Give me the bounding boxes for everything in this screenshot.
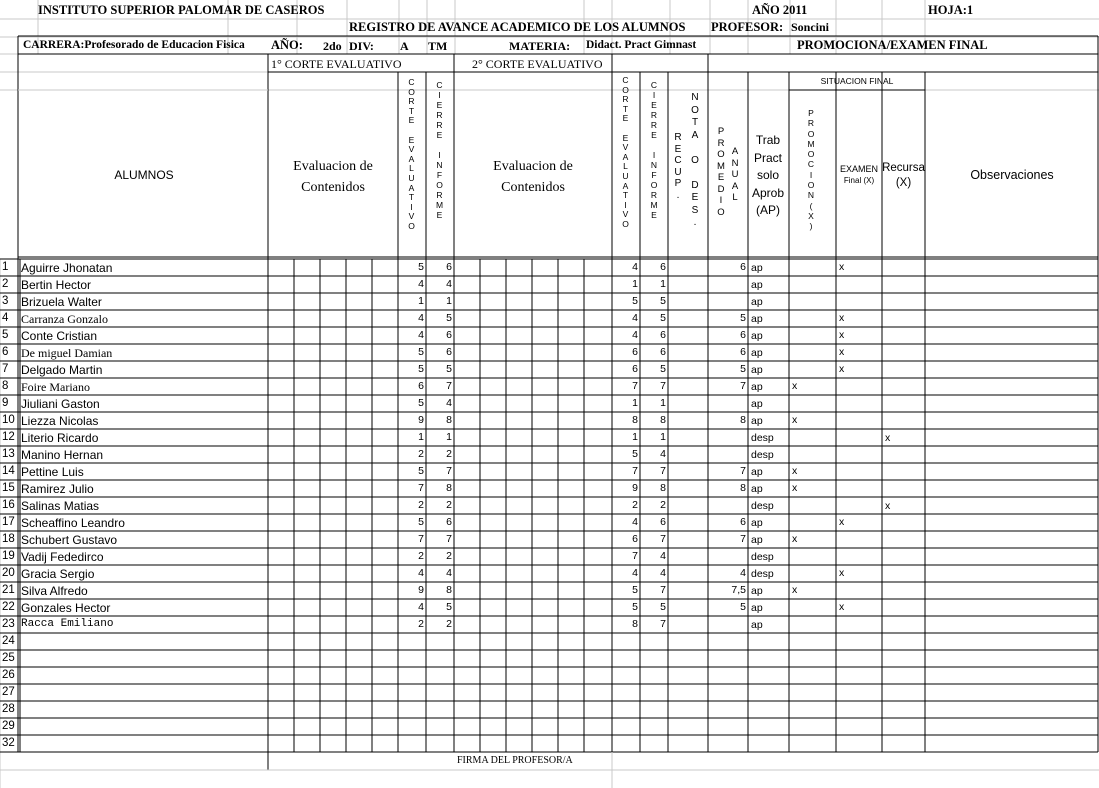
promedio-header: P R O M E D I O [717,126,725,218]
row-number: 5 [2,329,9,341]
trab-pract-status: ap [751,279,763,291]
corte1-grade: 4 [418,329,424,341]
cierre1-grade: 7 [446,533,452,545]
cierre2-grade: 1 [660,397,666,409]
promedio-anual: 8 [740,482,746,494]
student-name: De miguel Damian [21,346,113,360]
corte1-grade: 7 [418,482,424,494]
corte1-grade: 2 [418,499,424,511]
trab-pract-status: desp [751,551,774,563]
corte1-grade: 9 [418,414,424,426]
student-name: Carranza Gonzalo [21,312,108,326]
promocion-mark: x [792,465,798,477]
cierre2-grade: 4 [660,567,666,579]
cierre1-grade: 2 [446,499,452,511]
cierre2-grade: 6 [660,516,666,528]
corte2-grade: 6 [632,363,638,375]
examen-final-mark: x [839,601,845,613]
trab-pract-status: ap [751,313,763,325]
ano-label: AÑO: [271,38,303,52]
corte-evaluativo-header-2: C O R T E E V A L U A T I V O [622,75,629,229]
corte1-grade: 6 [418,380,424,392]
row-number: 13 [2,448,15,460]
recursa-header: Recursa (X) [882,162,925,189]
examen-final-header: EXAMEN Final (X) [839,164,878,185]
student-name: Bertin Hector [21,278,92,292]
row-number: 1 [2,261,9,273]
promedio-anual: 7 [740,533,746,545]
row-number: 20 [2,567,15,579]
promocion-mark: x [792,414,798,426]
cierre1-grade: 4 [446,278,452,290]
row-number: 26 [2,669,15,681]
promedio-anual: 7 [740,465,746,477]
student-name: Gonzales Hector [21,601,111,615]
corte1-grade: 1 [418,431,424,443]
student-name: Scheaffino Leandro [21,516,125,530]
student-name: Silva Alfredo [21,584,88,598]
row-number: 8 [2,380,9,392]
corte1-grade: 2 [418,448,424,460]
student-name: Ramirez Julio [21,482,94,496]
professor-label: PROFESOR: [711,20,784,34]
trab-pract-status: ap [751,415,763,427]
trab-pract-status: ap [751,381,763,393]
row-number: 19 [2,550,15,562]
cierre1-grade: 7 [446,465,452,477]
cierre2-grade: 5 [660,363,666,375]
promedio-anual: 6 [740,261,746,273]
trab-pract-header: Trab Pract solo Aprob (AP) [751,133,785,217]
cierre2-grade: 4 [660,550,666,562]
corte1-grade: 2 [418,550,424,562]
cierre2-grade: 5 [660,312,666,324]
alumnos-header: ALUMNOS [114,168,174,182]
second-cut-title: 2° CORTE EVALUATIVO [472,57,603,71]
corte2-grade: 4 [632,329,638,341]
row-number: 29 [2,720,15,732]
corte2-grade: 2 [632,499,638,511]
corte1-grade: 1 [418,295,424,307]
trab-pract-status: desp [751,432,774,444]
cierre-informe-header-1: C I E R R E I N F O R M E [435,80,444,220]
row-number: 4 [2,312,9,324]
row-number: 27 [2,686,15,698]
corte1-grade: 9 [418,584,424,596]
student-name: Jiuliani Gaston [21,397,100,411]
promedio-anual: 6 [740,329,746,341]
promedio-anual: 8 [740,414,746,426]
student-name: Liezza Nicolas [21,414,99,428]
anual-header: A N U A L [731,146,739,203]
promocion-mark: x [792,380,798,392]
student-name: Vadij Fededirco [21,550,104,564]
cierre-informe-header-2: C I E R R E I N F O R M E [650,80,658,220]
corte2-grade: 4 [632,261,638,273]
row-number: 15 [2,482,15,494]
examen-final-mark: x [839,567,845,579]
corte2-grade: 4 [632,516,638,528]
corte2-grade: 4 [632,312,638,324]
student-name: Schubert Gustavo [21,533,118,547]
row-number: 3 [2,295,9,307]
promedio-anual: 7 [740,380,746,392]
corte1-grade: 2 [418,618,424,630]
row-number: 24 [2,635,15,647]
corte2-grade: 8 [632,414,638,426]
corte1-grade: 5 [418,397,424,409]
cierre2-grade: 7 [660,618,666,630]
corte2-grade: 6 [632,346,638,358]
row-number: 14 [2,465,15,477]
cierre2-grade: 7 [660,533,666,545]
materia-value: Didact. Pract Gimnast [586,39,697,51]
recursa-mark: x [885,500,891,512]
observaciones-header: Observaciones [970,168,1054,182]
corte1-grade: 5 [418,346,424,358]
row-number: 22 [2,601,15,613]
student-name: Racca Emiliano [21,618,114,630]
row-number: 28 [2,703,15,715]
row-number: 7 [2,363,9,375]
cierre1-grade: 8 [446,584,452,596]
row-number: 18 [2,533,15,545]
promedio-anual: 5 [740,312,746,324]
first-cut-title: 1° CORTE EVALUATIVO [271,57,402,71]
cierre2-grade: 6 [660,346,666,358]
school-year: AÑO 2011 [752,3,808,17]
row-number: 16 [2,499,15,511]
trab-pract-status: ap [751,296,763,308]
cierre2-grade: 1 [660,278,666,290]
eval-contenidos-1: Evaluacion de Contenidos [293,159,373,195]
corte2-grade: 6 [632,533,638,545]
cierre1-grade: 2 [446,618,452,630]
corte1-grade: 4 [418,312,424,324]
row-number: 21 [2,584,15,596]
student-name: Manino Hernan [21,448,104,462]
trab-pract-status: ap [751,364,763,376]
trab-pract-status: desp [751,500,774,512]
cierre1-grade: 5 [446,312,452,324]
row-number: 6 [2,346,9,358]
corte2-grade: 1 [632,278,638,290]
corte2-grade: 7 [632,465,638,477]
recup-header: R E C U P . [674,132,682,201]
promocion-mark: x [792,533,798,545]
promedio-anual: 4 [740,567,746,579]
corte1-grade: 5 [418,261,424,273]
corte2-grade: 5 [632,584,638,596]
cierre1-grade: 2 [446,550,452,562]
cierre2-grade: 6 [660,329,666,341]
cierre1-grade: 6 [446,261,452,273]
examen-final-mark: x [839,329,845,341]
trab-pract-status: ap [751,398,763,410]
corte1-grade: 5 [418,516,424,528]
corte1-grade: 5 [418,465,424,477]
cierre2-grade: 7 [660,465,666,477]
promedio-anual: 5 [740,363,746,375]
examen-final-mark: x [839,346,845,358]
student-name: Conte Cristian [21,329,98,343]
cierre1-grade: 1 [446,295,452,307]
cierre2-grade: 4 [660,448,666,460]
cierre1-grade: 2 [446,448,452,460]
trab-pract-status: ap [751,330,763,342]
row-number: 12 [2,431,15,443]
trab-pract-status: ap [751,347,763,359]
div-label: DIV: [349,39,374,53]
eval-contenidos-2: Evaluacion de Contenidos [493,159,573,195]
corte2-grade: 4 [632,567,638,579]
cierre1-grade: 8 [446,482,452,494]
cierre2-grade: 5 [660,601,666,613]
row-number: 2 [2,278,9,290]
trab-pract-status: desp [751,568,774,580]
firma-profesor: FIRMA DEL PROFESOR/A [457,755,573,766]
corte1-grade: 5 [418,363,424,375]
student-name: Pettine Luis [21,465,84,479]
corte2-grade: 1 [632,431,638,443]
div-value: A [400,39,409,53]
cierre1-grade: 7 [446,380,452,392]
cierre2-grade: 8 [660,482,666,494]
ano-value: 2do [323,39,342,53]
institute-name: INSTITUTO SUPERIOR PALOMAR DE CASEROS [38,3,325,17]
row-number: 23 [2,618,15,630]
cierre1-grade: 6 [446,329,452,341]
cierre1-grade: 5 [446,601,452,613]
row-number: 9 [2,397,9,409]
row-number: 17 [2,516,15,528]
student-name: Brizuela Walter [21,295,102,309]
promocion-mark: x [792,584,798,596]
promocion-header: P R O M O C I O N ( X ) [807,108,815,232]
professor-name: Soncini [791,20,830,34]
promedio-anual: 6 [740,346,746,358]
corte2-grade: 7 [632,550,638,562]
carrera: CARRERA:Profesorado de Educacion Fisica [23,39,245,51]
cierre1-grade: 1 [446,431,452,443]
examen-final-mark: x [839,363,845,375]
row-number: 25 [2,652,15,664]
student-name: Aguirre Jhonatan [21,261,113,275]
promociona-title: PROMOCIONA/EXAMEN FINAL [797,38,988,52]
promocion-mark: x [792,482,798,494]
corte2-grade: 8 [632,618,638,630]
corte2-grade: 1 [632,397,638,409]
cierre2-grade: 7 [660,380,666,392]
student-name: Delgado Martin [21,363,103,377]
trab-pract-status: desp [751,449,774,461]
promedio-anual: 6 [740,516,746,528]
student-name: Literio Ricardo [21,431,99,445]
examen-final-mark: x [839,312,845,324]
student-name: Salinas Matias [21,499,100,513]
sheet-number: HOJA:1 [928,3,974,17]
student-name: Gracia Sergio [21,567,95,581]
turno: TM [428,39,448,53]
trab-pract-status: ap [751,534,763,546]
trab-pract-status: ap [751,483,763,495]
row-number: 32 [2,737,15,749]
registry-title: REGISTRO DE AVANCE ACADEMICO DE LOS ALUMNOS [349,20,686,34]
corte2-grade: 5 [632,601,638,613]
cierre1-grade: 4 [446,567,452,579]
corte2-grade: 9 [632,482,638,494]
trab-pract-status: ap [751,585,763,597]
trab-pract-status: ap [751,466,763,478]
corte2-grade: 5 [632,448,638,460]
cierre1-grade: 4 [446,397,452,409]
corte1-grade: 4 [418,278,424,290]
corte1-grade: 7 [418,533,424,545]
situacion-final-title: SITUACION FINAL [820,76,894,86]
promedio-anual: 5 [740,601,746,613]
cierre1-grade: 6 [446,346,452,358]
examen-final-mark: x [839,261,845,273]
trab-pract-status: ap [751,602,763,614]
corte-evaluativo-header-1: C O R T E E V A L U A T I V O [408,77,415,231]
nota-des-header: N O T A O D E S . [691,92,699,228]
cierre2-grade: 5 [660,295,666,307]
corte1-grade: 4 [418,567,424,579]
trab-pract-status: ap [751,517,763,529]
cierre1-grade: 6 [446,516,452,528]
cierre1-grade: 5 [446,363,452,375]
trab-pract-status: ap [751,619,763,631]
cierre2-grade: 1 [660,431,666,443]
cierre2-grade: 8 [660,414,666,426]
cierre1-grade: 8 [446,414,452,426]
examen-final-mark: x [839,516,845,528]
recursa-mark: x [885,432,891,444]
trab-pract-status: ap [751,262,763,274]
cierre2-grade: 6 [660,261,666,273]
promedio-anual: 7,5 [731,584,746,596]
corte1-grade: 4 [418,601,424,613]
corte2-grade: 7 [632,380,638,392]
materia-label: MATERIA: [509,39,571,53]
corte2-grade: 5 [632,295,638,307]
cierre2-grade: 2 [660,499,666,511]
student-name: Foire Mariano [21,380,90,394]
row-number: 10 [2,414,15,426]
cierre2-grade: 7 [660,584,666,596]
